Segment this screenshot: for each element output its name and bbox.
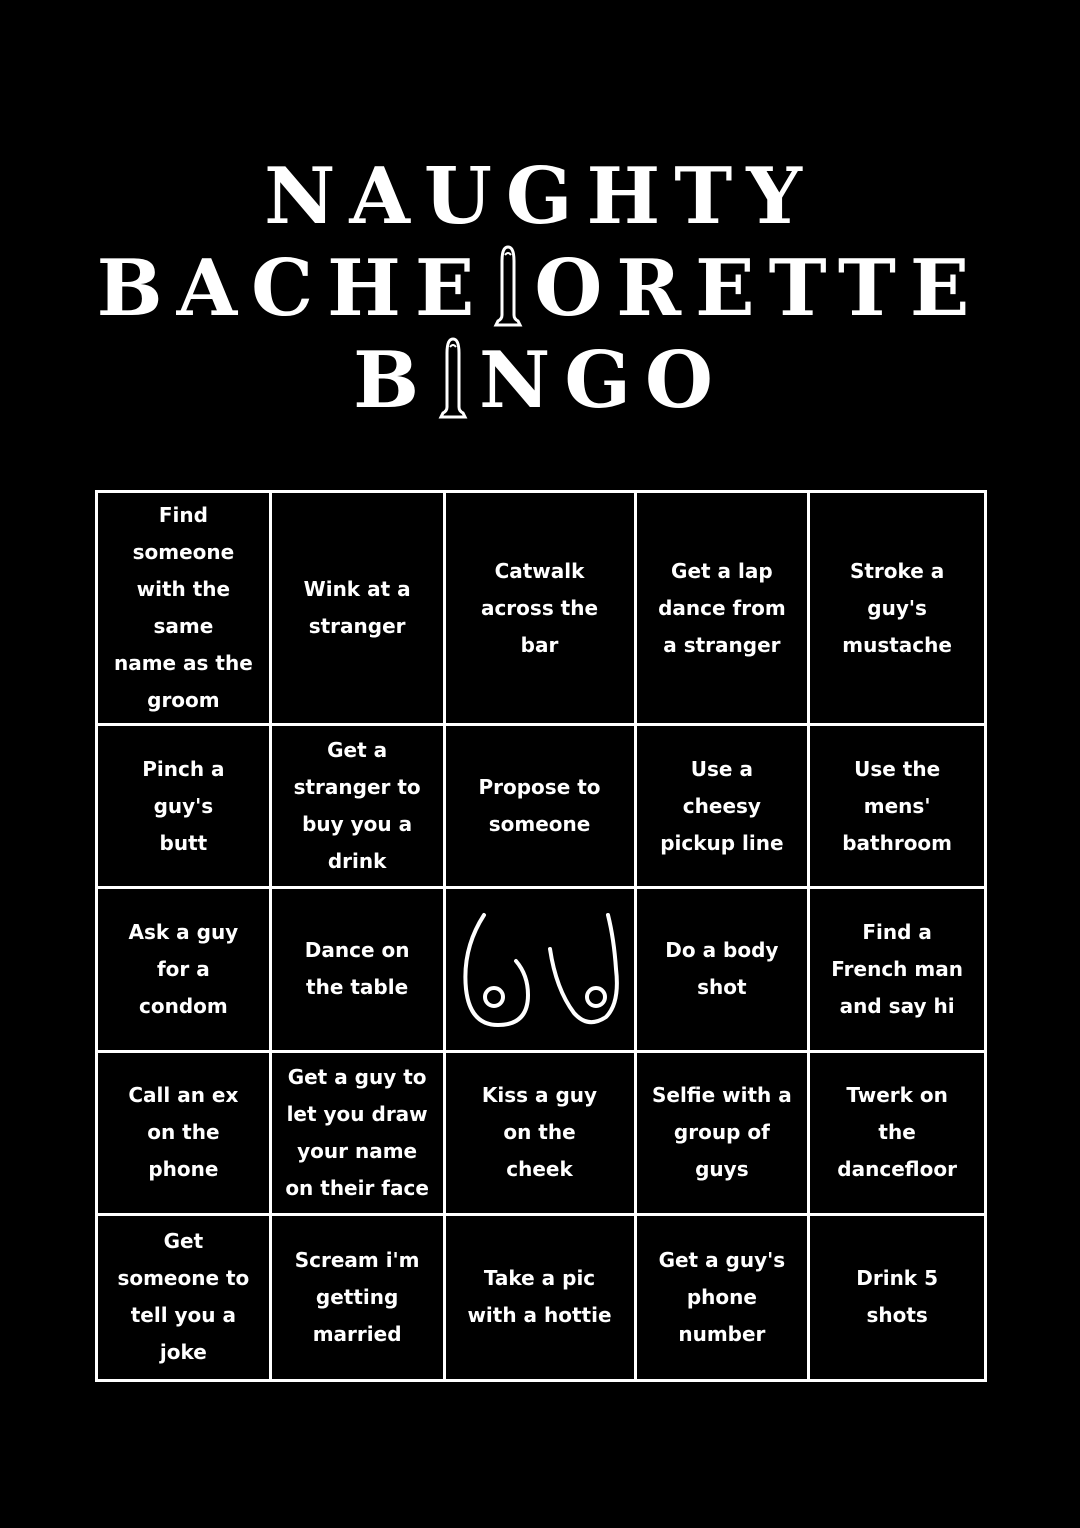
cell-label: Use a cheesy pickup line: [660, 756, 784, 855]
cell-label: Drink 5 shots: [856, 1266, 938, 1328]
title-word-b: B: [353, 334, 434, 426]
bingo-cell[interactable]: [637, 493, 811, 726]
bingo-cell[interactable]: [446, 1216, 637, 1379]
cell-label: Take a pic with a hottie: [467, 1266, 612, 1328]
bingo-cell[interactable]: [98, 1053, 272, 1216]
bingo-cell[interactable]: [272, 1053, 446, 1216]
bingo-cell[interactable]: [98, 493, 272, 726]
cell-label: Get someone to tell you a joke: [117, 1229, 250, 1365]
cell-label: Stroke a guy's mustache: [842, 558, 952, 657]
bingo-cell[interactable]: [272, 493, 446, 726]
bingo-cell[interactable]: [810, 1053, 984, 1216]
dildo-letter-icon: [488, 243, 528, 333]
cell-label: Get a stranger to buy you a drink: [293, 738, 421, 874]
bingo-cell[interactable]: [810, 493, 984, 726]
cell-label: Twerk on the dancefloor: [837, 1083, 957, 1182]
cell-label: Do a body shot: [665, 938, 779, 1000]
cell-label: Find a French man and say hi: [831, 919, 963, 1018]
title-line-1: [0, 150, 1080, 242]
bingo-cell[interactable]: [637, 726, 811, 889]
dildo-letter-icon: [433, 335, 473, 425]
bingo-cell[interactable]: [272, 1216, 446, 1379]
title-word-ngo: NGO: [479, 334, 727, 426]
title-word-naughty: NAUGHTY: [264, 150, 816, 242]
cell-label: Catwalk across the bar: [480, 558, 599, 657]
bingo-cell[interactable]: [98, 726, 272, 889]
cell-label: Pinch a guy's butt: [142, 756, 225, 855]
bingo-cell[interactable]: [446, 1053, 637, 1216]
cell-label: Scream i'm getting married: [294, 1247, 420, 1346]
bingo-cell[interactable]: [446, 493, 637, 726]
cell-label: Get a guy's phone number: [658, 1247, 786, 1346]
bingo-cell[interactable]: [637, 1216, 811, 1379]
bingo-cell[interactable]: [637, 1053, 811, 1216]
bingo-cell[interactable]: [272, 726, 446, 889]
cell-label: Dance on the table: [304, 938, 410, 1000]
bingo-cell[interactable]: [810, 726, 984, 889]
cell-label: Ask a guy for a condom: [128, 919, 239, 1018]
free-space-cell[interactable]: [446, 889, 637, 1052]
cell-label: Call an ex on the phone: [128, 1083, 239, 1182]
title-line-2: [0, 242, 1080, 334]
bingo-cell[interactable]: [98, 889, 272, 1052]
cell-label: Selfie with a group of guys: [651, 1083, 792, 1182]
bingo-grid: [95, 490, 987, 1382]
bingo-cell[interactable]: [810, 1216, 984, 1379]
cell-label: Use the mens' bathroom: [842, 756, 953, 855]
cell-label: Get a guy to let you draw your name on their face: [285, 1064, 429, 1200]
cell-label: Get a lap dance from a stranger: [658, 558, 786, 657]
bingo-cell[interactable]: [98, 1216, 272, 1379]
cell-label: Wink at a stranger: [303, 577, 411, 638]
cell-label: Propose to someone: [478, 775, 601, 837]
cell-label: Find someone with the same name as the groom: [113, 503, 253, 712]
bingo-cell[interactable]: [637, 889, 811, 1052]
breasts-icon: [458, 909, 622, 1029]
bingo-cell[interactable]: [446, 726, 637, 889]
bingo-cell[interactable]: [272, 889, 446, 1052]
bingo-cell[interactable]: [810, 889, 984, 1052]
bingo-title: [0, 150, 1080, 426]
title-line-3: [0, 334, 1080, 426]
cell-label: Kiss a guy on the cheek: [481, 1083, 598, 1182]
title-word-orette: ORETTE: [534, 242, 984, 334]
title-word-bache: BACHE: [96, 242, 489, 334]
